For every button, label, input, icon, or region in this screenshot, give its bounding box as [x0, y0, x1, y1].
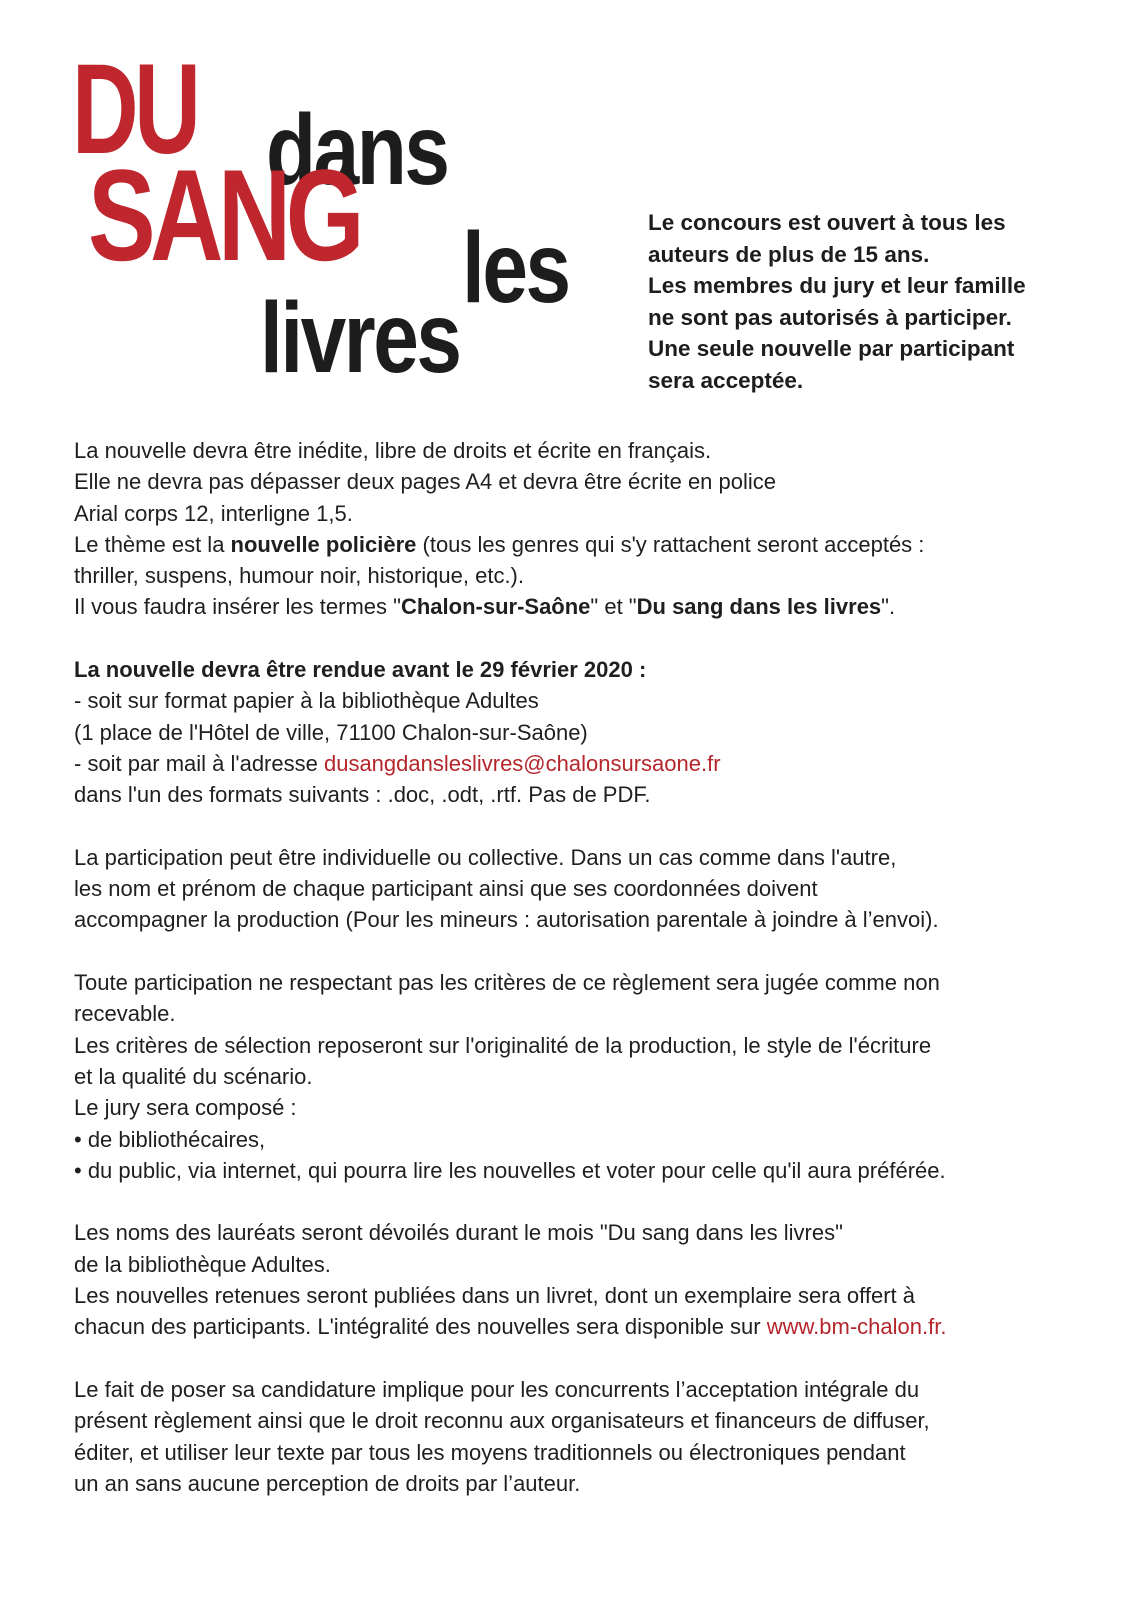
criteria-section	[74, 967, 1064, 1186]
event-logo	[72, 40, 612, 400]
jury-bullet: • du public, via internet, qui pourra lire les nouvelles et voter pour celle qu'il aura préférée.	[74, 1157, 946, 1183]
email-prefix: - soit par mail à l'adresse	[74, 750, 324, 776]
acceptance-line: Le fait de poser sa candidature implique pour les concurrents l’acceptation intégrale du	[74, 1376, 920, 1402]
submission-email-line	[74, 748, 1064, 779]
jury-bullet: • de bibliothécaires,	[74, 1126, 266, 1152]
contest-intro	[648, 207, 1068, 396]
terms-prefix: Il vous faudra insérer les termes "	[74, 594, 401, 620]
intro-line: sera acceptée.	[648, 367, 804, 393]
results-website-line	[74, 1311, 1064, 1342]
term-city: Chalon-sur-Saône	[400, 594, 591, 620]
rules-line: thriller, suspens, humour noir, historique, etc.).	[74, 563, 524, 589]
acceptance-line: présent règlement ainsi que le droit reconnu aux organisateurs et financeurs de diffuser,	[74, 1408, 930, 1434]
website-prefix: chacun des participants. L'intégralité des nouvelles sera disponible sur	[74, 1314, 767, 1340]
criteria-line: et la qualité du scénario.	[74, 1063, 313, 1089]
acceptance-line: un an sans aucune perception de droits par l’auteur.	[74, 1470, 581, 1496]
rules-terms-line	[74, 591, 1064, 622]
criteria-line: Les critères de sélection reposeront sur l'originalité de la production, le style de l'écriture	[74, 1032, 932, 1058]
website-link[interactable]: www.bm-chalon.fr.	[766, 1314, 947, 1340]
term-event: Du sang dans les livres	[636, 594, 882, 620]
intro-line: ne sont pas autorisés à participer.	[648, 304, 1012, 330]
results-section	[74, 1217, 1064, 1342]
submission-line: dans l'un des formats suivants : .doc, .odt, .rtf. Pas de PDF.	[74, 782, 651, 808]
criteria-line: Toute participation ne respectant pas les critères de ce règlement sera jugée comme non	[74, 970, 940, 996]
logo-word-du: DU	[72, 38, 197, 181]
rules-line: Elle ne devra pas dépasser deux pages A4 et devra être écrite en police	[74, 469, 777, 495]
rules-section	[74, 435, 1064, 623]
intro-line: Les membres du jury et leur famille	[648, 273, 1026, 298]
submission-line: (1 place de l'Hôtel de ville, 71100 Chalon-sur-Saône)	[74, 719, 588, 745]
submission-section	[74, 654, 1064, 810]
intro-line: Une seule nouvelle par participant	[648, 336, 1015, 361]
participation-line: les nom et prénom de chaque participant ainsi que ses coordonnées doivent	[74, 876, 818, 902]
criteria-line: recevable.	[74, 1001, 176, 1027]
results-line: Les noms des lauréats seront dévoilés durant le mois "Du sang dans les livres"	[74, 1220, 843, 1246]
terms-suffix: ".	[881, 594, 896, 620]
theme-suffix: (tous les genres qui s'y rattachent seront acceptés :	[416, 531, 925, 557]
participation-section	[74, 842, 1064, 936]
logo-word-dans: dans	[266, 94, 448, 206]
logo-word-sang: SANG	[88, 142, 360, 288]
submission-line: - soit sur format papier à la bibliothèque Adultes	[74, 688, 539, 714]
criteria-line: Le jury sera composé :	[74, 1095, 297, 1121]
acceptance-section	[74, 1374, 1064, 1499]
logo-word-livres: livres	[260, 282, 460, 394]
participation-line: accompagner la production (Pour les mineurs : autorisation parentale à joindre à l’envoi).	[74, 907, 939, 933]
rules-theme-line	[74, 529, 1064, 560]
rules-body	[74, 435, 1064, 1530]
submission-heading: La nouvelle devra être rendue avant le 29 février 2020 :	[74, 657, 647, 683]
acceptance-line: éditer, et utiliser leur texte par tous les moyens traditionnels ou électroniques pendant	[74, 1439, 906, 1465]
theme-prefix: Le thème est la	[74, 531, 231, 557]
email-link[interactable]: dusangdansleslivres@chalonsursaone.fr	[323, 750, 721, 776]
intro-line: Le concours est ouvert à tous les	[648, 210, 1006, 235]
results-line: de la bibliothèque Adultes.	[74, 1251, 331, 1277]
rules-line: Arial corps 12, interligne 1,5.	[74, 500, 353, 526]
theme-name: nouvelle policière	[230, 531, 417, 557]
logo-word-les: les	[462, 212, 569, 324]
intro-line: auteurs de plus de 15 ans.	[648, 241, 930, 267]
participation-line: La participation peut être individuelle ou collective. Dans un cas comme dans l'autre,	[74, 844, 897, 870]
results-line: Les nouvelles retenues seront publiées dans un livret, dont un exemplaire sera offert à	[74, 1283, 915, 1309]
terms-middle: " et "	[590, 594, 637, 620]
rules-line: La nouvelle devra être inédite, libre de droits et écrite en français.	[74, 438, 712, 463]
